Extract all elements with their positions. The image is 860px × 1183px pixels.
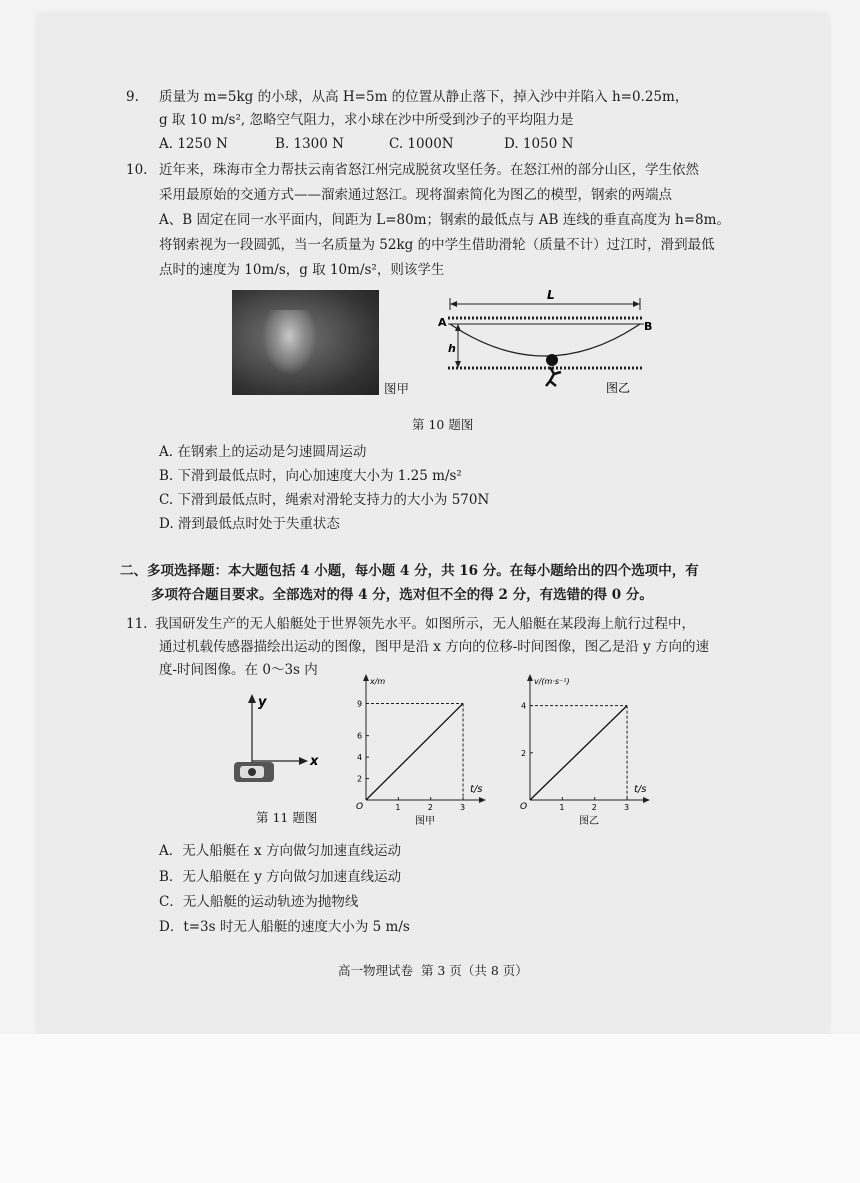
q11-option-a: A．无人船艇在 x 方向做匀加速直线运动 — [159, 843, 401, 859]
y-axis-arrowhead — [363, 674, 369, 681]
x-axis-label: t/s — [470, 784, 483, 795]
q10-line-5: 点时的速度为 10m/s，g 取 10m/s²，则该学生 — [159, 262, 445, 278]
y-axis-label: x/m — [370, 677, 386, 686]
origin-label: O — [520, 802, 528, 812]
y-tick-label: 2 — [357, 774, 363, 784]
q10-line-3: A、B 固定在同一水平面内，间距为 L=80m；钢索的最低点与 AB 连线的垂直高度为 h=8m。 — [159, 212, 730, 228]
graph-a-plot — [356, 674, 486, 827]
q9-number: 9. — [126, 89, 139, 105]
q9-option-d: D. 1050 N — [504, 136, 574, 152]
x-tick-label: 2 — [427, 803, 433, 812]
section-2-heading-line-1: 二、多项选择题：本大题包括 4 小题，每小题 4 分，共 16 分。在每小题给出的四个选项中，有 — [120, 563, 699, 579]
pulley — [546, 354, 558, 366]
q9-line-2: g 取 10 m/s², 忽略空气阻力，求小球在沙中所受到沙子的平均阻力是 — [159, 112, 574, 128]
series-line — [366, 703, 463, 800]
graph-b-plot — [520, 674, 650, 827]
x-tick-label: 3 — [624, 803, 630, 812]
q11-option-d: D．t=3s 时无人船艇的速度大小为 5 m/s — [159, 919, 410, 935]
x-tick-label: 2 — [591, 803, 597, 812]
q10-line-1: 近年来，珠海市全力帮扶云南省怒江州完成脱贫攻坚任务。在怒江州的部分山区，学生依然 — [159, 162, 699, 178]
graph-caption: 图甲 — [415, 816, 435, 827]
page-footer: 高一物理试卷 第 3 页（共 8 页） — [338, 963, 528, 978]
span-label: L — [547, 288, 555, 302]
zipline-diagram — [440, 288, 660, 400]
page-bottom-margin — [0, 1034, 860, 1183]
student-figure — [546, 367, 561, 386]
graph-caption: 图乙 — [579, 816, 599, 827]
y-tick-label: 2 — [521, 748, 527, 758]
y-axis-arrowhead — [527, 674, 533, 681]
q11-option-b: B．无人船艇在 y 方向做匀加速直线运动 — [159, 869, 402, 885]
q11-line-3: 度-时间图像。在 0～3s 内 — [159, 662, 318, 678]
y-axis-label: v/(m·s⁻¹) — [534, 677, 570, 686]
q11-line-2: 通过机载传感器描绘出运动的图像，图甲是沿 x 方向的位移-时间图像，图乙是沿 y 方向的速 — [159, 639, 709, 655]
boat-diagram — [226, 692, 346, 802]
graph-b-v-t — [512, 668, 682, 827]
x-axis-label: t/s — [634, 784, 647, 795]
q9-option-c: C. 1000N — [389, 136, 454, 152]
q10-option-a: A. 在钢索上的运动是匀速圆周运动 — [159, 444, 367, 460]
fig11-caption: 第 11 题图 — [256, 810, 318, 825]
graph-a-x-t — [348, 668, 508, 827]
q10-line-2: 采用最原始的交通方式——溜索通过怒江。现将溜索简化为图乙的模型，钢索的两端点 — [159, 187, 672, 203]
q9-option-b: B. 1300 N — [275, 136, 344, 152]
span-arrow-left — [450, 301, 457, 307]
q11-option-c: C．无人船艇的运动轨迹为抛物线 — [159, 894, 359, 910]
y-tick-label: 4 — [521, 701, 527, 711]
x-tick-label: 1 — [395, 803, 401, 812]
cable-arc — [450, 324, 640, 356]
q10-number: 10. — [126, 162, 148, 178]
x-tick-label: 1 — [559, 803, 565, 812]
x-axis-arrowhead — [479, 797, 486, 803]
q10-option-c: C. 下滑到最低点时，绳索对滑轮支持力的大小为 570N — [159, 492, 490, 508]
q11-number: 11. — [126, 616, 148, 632]
x-tick-label: 3 — [460, 803, 466, 812]
fig10-caption: 第 10 题图 — [412, 417, 474, 432]
span-arrow-right — [633, 301, 640, 307]
q11-line-1: 我国研发生产的无人船艇处于世界领先水平。如图所示，无人船艇在某段海上航行过程中， — [155, 616, 695, 632]
q10-option-d: D. 滑到最低点时处于失重状态 — [159, 516, 340, 532]
q10-line-4: 将钢索视为一段圆弧，当一名质量为 52kg 的中学生借助滑轮（质量不计）过江时，滑到最低 — [159, 237, 715, 253]
fig10-label-b: 图乙 — [606, 381, 631, 395]
height-label: h — [448, 342, 456, 355]
point-a-label: A — [438, 316, 447, 329]
section-2-heading-line-2: 多项符合题目要求。全部选对的得 4 分，选对但不全的得 2 分，有选错的得 0 分。 — [151, 587, 653, 603]
point-b-label: B — [644, 320, 653, 333]
x-arrow-head — [299, 757, 308, 765]
y-tick-label: 6 — [357, 731, 363, 741]
x-axis-arrowhead — [643, 797, 650, 803]
y-tick-label: 4 — [357, 753, 363, 763]
q9-option-a: A. 1250 N — [159, 136, 228, 152]
y-tick-label: 9 — [357, 699, 363, 709]
q10-option-b: B. 下滑到最低点时，向心加速度大小为 1.25 m/s² — [159, 468, 462, 484]
fig10-label-a: 图甲 — [384, 381, 410, 396]
y-axis-label: y — [258, 695, 267, 710]
y-arrow-head — [248, 694, 256, 703]
boat-sensor-icon — [248, 768, 256, 776]
origin-label: O — [356, 802, 364, 812]
x-axis-label: x — [310, 754, 319, 769]
zipline-photo — [232, 290, 379, 395]
q9-line-1: 质量为 m=5kg 的小球，从高 H=5m 的位置从静止落下，掉入沙中并陷入 h=0.25m， — [159, 89, 689, 105]
series-line — [530, 706, 627, 800]
